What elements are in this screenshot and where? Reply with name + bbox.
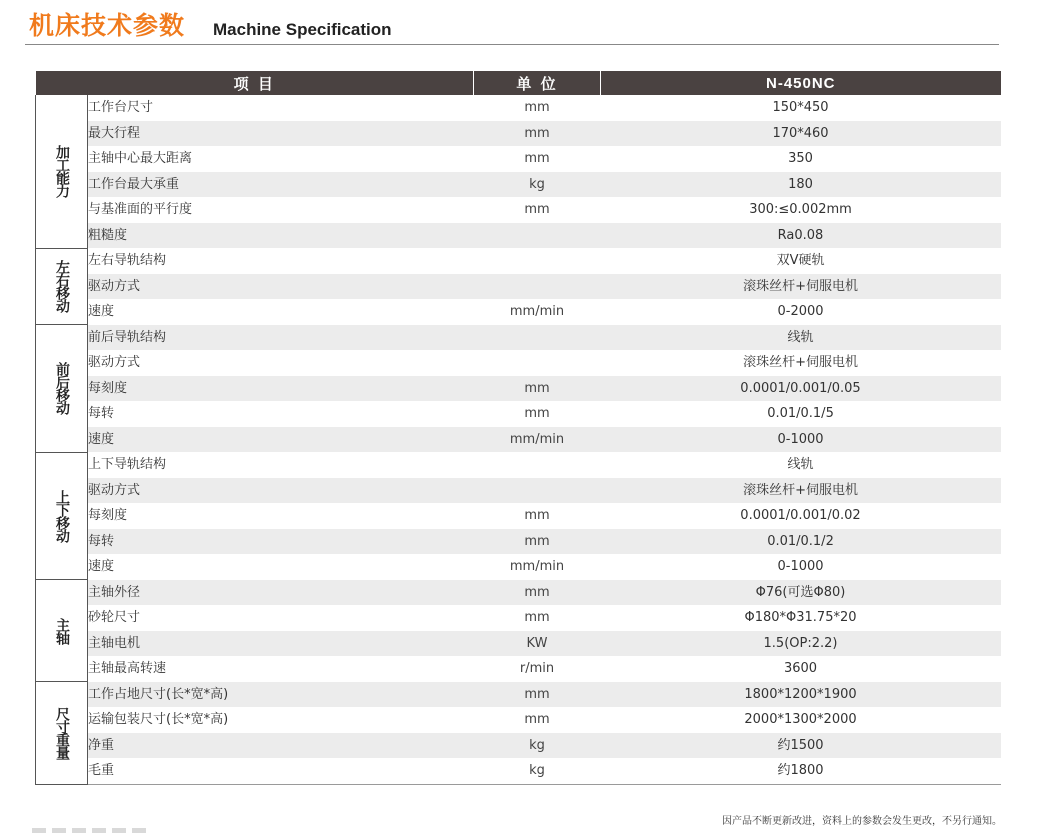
group-label: 加工能力 xyxy=(36,95,88,248)
spec-unit: mm xyxy=(524,151,550,167)
spec-unit: mm/min xyxy=(509,304,565,320)
spec-unit: kg xyxy=(474,172,601,198)
spec-unit: mm xyxy=(524,610,550,626)
spec-name: 主轴外径 xyxy=(88,580,474,606)
spec-unit: r/min xyxy=(519,661,555,677)
spec-name: 毛重 xyxy=(88,758,474,784)
spec-value: 1800*1200*1900 xyxy=(601,682,1001,708)
spec-name: 驱动方式 xyxy=(88,274,474,300)
spec-unit: mm xyxy=(474,121,601,147)
table-row xyxy=(36,95,1001,121)
spec-unit: mm xyxy=(474,580,601,606)
spec-unit: mm/min xyxy=(474,427,601,453)
table-row xyxy=(36,605,1001,631)
table-row xyxy=(36,503,1001,529)
group-label: 上下移动 xyxy=(36,452,88,580)
table-row xyxy=(36,478,1001,504)
table-row xyxy=(36,197,1001,223)
table-row xyxy=(36,427,1001,453)
page-title-cn: 机床技术参数 xyxy=(29,11,186,40)
spec-table xyxy=(35,71,1001,785)
spec-value: 0.01/0.1/5 xyxy=(767,406,834,422)
spec-unit: mm/min xyxy=(509,559,565,575)
group-label: 尺寸重量 xyxy=(36,682,88,785)
group-label: 左右移动 xyxy=(36,248,88,325)
spec-unit xyxy=(474,452,601,478)
table-row xyxy=(36,274,1001,300)
spec-value: 150*450 xyxy=(772,100,829,116)
footnote: 因产品不断更新改进，资料上的参数会发生更改，不另行通知。 xyxy=(722,816,1002,827)
table-row xyxy=(36,707,1001,733)
spec-value: 0-1000 xyxy=(777,559,824,575)
spec-name: 粗糙度 xyxy=(88,223,474,249)
spec-unit: mm xyxy=(474,529,601,555)
spec-name: 驱动方式 xyxy=(88,478,474,504)
page-title-en: Machine Specification xyxy=(213,20,392,39)
table-row xyxy=(36,733,1001,759)
spec-unit: mm xyxy=(474,376,601,402)
spec-name: 砂轮尺寸 xyxy=(88,610,141,626)
spec-value: 350 xyxy=(788,151,813,167)
table-row xyxy=(36,529,1001,555)
spec-name: 每转 xyxy=(88,529,474,555)
spec-name: 主轴最高转速 xyxy=(88,661,167,677)
spec-value: 0.0001/0.001/0.05 xyxy=(601,376,1001,402)
spec-value: 0.01/0.1/2 xyxy=(601,529,1001,555)
spec-name: 与基准面的平行度 xyxy=(88,202,193,218)
table-row xyxy=(36,376,1001,402)
spec-name: 前后导轨结构 xyxy=(88,325,474,351)
table-row xyxy=(36,580,1001,606)
spec-name: 最大行程 xyxy=(88,121,474,147)
spec-value: 滚珠丝杆+伺服电机 xyxy=(601,478,1001,504)
spec-name: 速度 xyxy=(88,559,115,575)
group-label: 前后移动 xyxy=(36,325,88,453)
spec-value: Ra0.08 xyxy=(601,223,1001,249)
table-row xyxy=(36,656,1001,682)
spec-unit xyxy=(474,478,601,504)
column-header-unit: 单 位 xyxy=(474,71,601,95)
spec-value: 180 xyxy=(601,172,1001,198)
spec-value: 0-2000 xyxy=(777,304,824,320)
footer-decoration xyxy=(32,828,152,833)
spec-value: 滚珠丝杆+伺服电机 xyxy=(743,355,858,371)
spec-value: 0-1000 xyxy=(601,427,1001,453)
spec-value: 滚珠丝杆+伺服电机 xyxy=(601,274,1001,300)
spec-unit: mm xyxy=(524,202,550,218)
spec-value: 300:≤0.002mm xyxy=(749,202,852,218)
spec-name: 工作台尺寸 xyxy=(88,100,154,116)
spec-table-body xyxy=(36,95,1001,784)
spec-unit xyxy=(474,350,601,376)
title-divider xyxy=(25,44,999,45)
spec-name: 工作占地尺寸(长*宽*高) xyxy=(88,682,474,708)
spec-value: 线轨 xyxy=(601,325,1001,351)
table-row xyxy=(36,631,1001,657)
group-label: 主轴 xyxy=(36,580,88,682)
spec-value: Φ76(可选Φ80) xyxy=(601,580,1001,606)
spec-unit: mm xyxy=(524,508,550,524)
table-row xyxy=(36,325,1001,351)
spec-name: 主轴中心最大距离 xyxy=(88,151,193,167)
spec-value: 线轨 xyxy=(787,457,814,473)
column-header-item: 项 目 xyxy=(36,71,474,95)
spec-name: 工作台最大承重 xyxy=(88,172,474,198)
spec-name: 左右导轨结构 xyxy=(88,253,167,269)
table-row xyxy=(36,248,1001,274)
table-row xyxy=(36,121,1001,147)
table-row xyxy=(36,452,1001,478)
table-row xyxy=(36,146,1001,172)
spec-name: 速度 xyxy=(88,427,474,453)
spec-name: 净重 xyxy=(88,733,474,759)
spec-value: 170*460 xyxy=(601,121,1001,147)
spec-unit xyxy=(474,248,601,274)
table-row xyxy=(36,350,1001,376)
spec-value: 0.0001/0.001/0.02 xyxy=(740,508,861,524)
table-row xyxy=(36,554,1001,580)
spec-unit: mm xyxy=(474,682,601,708)
spec-value: 2000*1300*2000 xyxy=(744,712,857,728)
spec-unit xyxy=(474,223,601,249)
spec-name: 运输包装尺寸(长*宽*高) xyxy=(88,712,229,728)
spec-table-header xyxy=(36,71,1001,95)
spec-value: 1.5(OP:2.2) xyxy=(601,631,1001,657)
table-row xyxy=(36,758,1001,784)
spec-name: 上下导轨结构 xyxy=(88,457,167,473)
column-header-model: N-450NC xyxy=(601,71,1001,95)
spec-unit: mm xyxy=(524,406,550,422)
spec-value: 约1800 xyxy=(601,758,1001,784)
spec-name: 每转 xyxy=(88,406,115,422)
spec-unit: KW xyxy=(474,631,601,657)
table-row xyxy=(36,223,1001,249)
spec-value: Φ180*Φ31.75*20 xyxy=(744,610,857,626)
spec-unit: mm xyxy=(524,100,550,116)
spec-value: 约1500 xyxy=(601,733,1001,759)
spec-unit xyxy=(474,325,601,351)
table-row xyxy=(36,299,1001,325)
spec-name: 每刻度 xyxy=(88,376,474,402)
table-row xyxy=(36,401,1001,427)
spec-value: 双V硬轨 xyxy=(776,253,825,269)
spec-unit: kg xyxy=(474,733,601,759)
table-row xyxy=(36,682,1001,708)
spec-name: 主轴电机 xyxy=(88,631,474,657)
spec-name: 速度 xyxy=(88,304,115,320)
spec-unit xyxy=(474,274,601,300)
spec-unit: kg xyxy=(474,758,601,784)
spec-unit: mm xyxy=(524,712,550,728)
table-row xyxy=(36,172,1001,198)
spec-value: 3600 xyxy=(783,661,818,677)
spec-name: 驱动方式 xyxy=(88,355,141,371)
spec-name: 每刻度 xyxy=(88,508,128,524)
